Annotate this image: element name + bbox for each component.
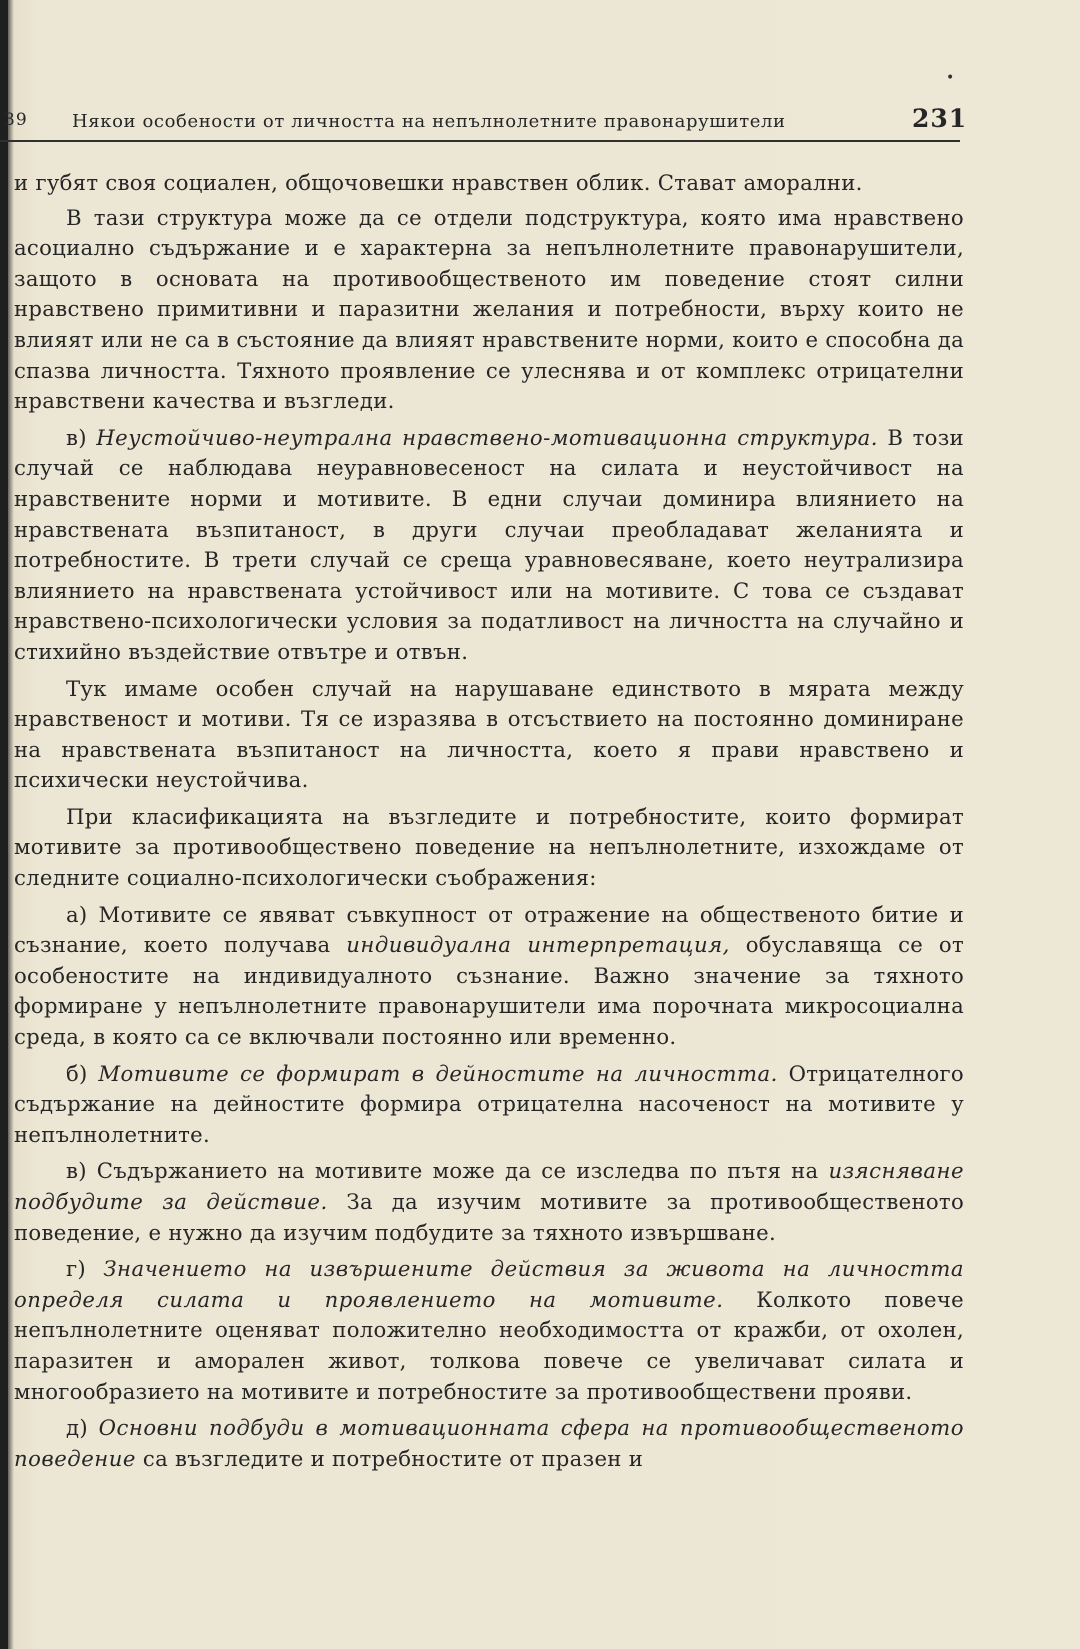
emphasis-text: Значението на извършените действия за живота на личността определя силата и проявлението на мотивите. — [14, 1256, 964, 1312]
paragraph-p4 — [14, 674, 964, 796]
emphasis-text: Мотивите се формират в дейностите на личността. — [98, 1060, 778, 1086]
paragraph-p3 — [14, 423, 964, 668]
paragraph-p7 — [14, 1059, 964, 1151]
text-run: и губят своя социален, общочовешки нравствен облик. Стават аморални. — [14, 170, 863, 195]
binding-edge — [0, 0, 8, 1649]
emphasis-text: Основни подбуди в мотивационната сфера на противообщественото поведение — [14, 1415, 964, 1471]
text-run: г) — [66, 1256, 104, 1282]
text-run: обуславяща се от особеностите на индивидуалното съзнание. Важно значение за тяхното формиране у непълнолетните правонарушители има порочната микросоциална среда, в която са се включвали постоянно или временно. — [14, 932, 964, 1050]
text-run: При класификацията на възгледите и потребностите, които формират мотивите за противообществено поведение на непълнолетните, изхождаме от следните социално-психологически съображения: — [14, 803, 964, 891]
text-run: б) — [66, 1060, 99, 1086]
text-run: д) — [66, 1415, 99, 1441]
text-run: са възгледите и потребностите от празен и — [135, 1445, 644, 1471]
text-run: в) — [66, 424, 97, 450]
body-text — [14, 168, 964, 1474]
paragraph-p1 — [14, 168, 964, 199]
facing-page-number: 39 — [4, 110, 28, 130]
paragraph-p6 — [14, 900, 964, 1053]
text-run: а) Мотивите се явяват съвкупност от отражение на общественото битие и съзнание, което получава — [14, 901, 964, 958]
text-run: В този случай се наблюдава неуравновесеност на силата и неустойчивост на нравствените норми и мотивите. В едни случаи доминира влиянието на нравствената възпитаност, в други случаи преобладават желанията и потребностите. В трети случай се среща уравновесяване, което неутрализира влиянието на нравствената устойчивост или на мотивите. С това се създават нравствено-психологически условия за податливост на личността на случайно и стихийно въздействие отвътре и отвън. — [14, 424, 964, 664]
text-run: Отрицателного съдържание на дейностите формира отрицателна насоченост на мотивите у непълнолетните. — [14, 1060, 964, 1147]
paragraph-p9 — [14, 1254, 964, 1407]
paragraph-p8 — [14, 1156, 964, 1248]
running-header — [0, 104, 968, 142]
page-number: 231 — [912, 104, 968, 133]
emphasis-text: индивидуална интерпретация, — [346, 932, 730, 958]
speck: • — [946, 70, 955, 86]
text-run: Тук имаме особен случай на нарушаване единството в мярата между нравственост и мотиви. Тя се изразява в отсъствието на постоянно доминиране на нравствената възпитаност на личността, което я прави нравствено и психически неустойчива. — [14, 675, 964, 793]
text-run: За да изучим мотивите за противообщественото поведение, е нужно да изучим подбудите за тяхното извършване. — [14, 1189, 965, 1245]
text-run: в) Съдържанието на мотивите може да се изследва по пътя на — [66, 1158, 829, 1184]
emphasis-text: Неустойчиво-неутрална нравствено-мотивационна структура. — [96, 424, 878, 450]
text-run: Колкото повече непълнолетните оценяват положително необходимостта от кражби, от охолен, паразитен и аморален живот, толкова повече се увеличават силата и многообразието на мотивите и потребностите за противообществени прояви. — [14, 1286, 965, 1404]
paragraph-p2 — [14, 203, 964, 417]
paragraph-p10 — [14, 1413, 964, 1474]
text-run: В тази структура може да се отдели подструктура, която има нравствено асоциално съдържание и е характерна за непълнолетните правонарушители, защото в основата на противообщественото им поведение стоят силни нравствено примитивни и паразитни желания и потребности, върху които не влияят или не са в състояние да влияят нравствените норми, които е способна да спазва личността. Тяхното проявление се улеснява и от комплекс отрицателни нравствени качества и възгледи. — [14, 204, 964, 414]
emphasis-text: изясняване подбудите за действие. — [14, 1158, 964, 1214]
running-title: Някои особености от личността на непълнолетните правонарушители — [72, 111, 786, 132]
paragraph-p5 — [14, 802, 964, 894]
